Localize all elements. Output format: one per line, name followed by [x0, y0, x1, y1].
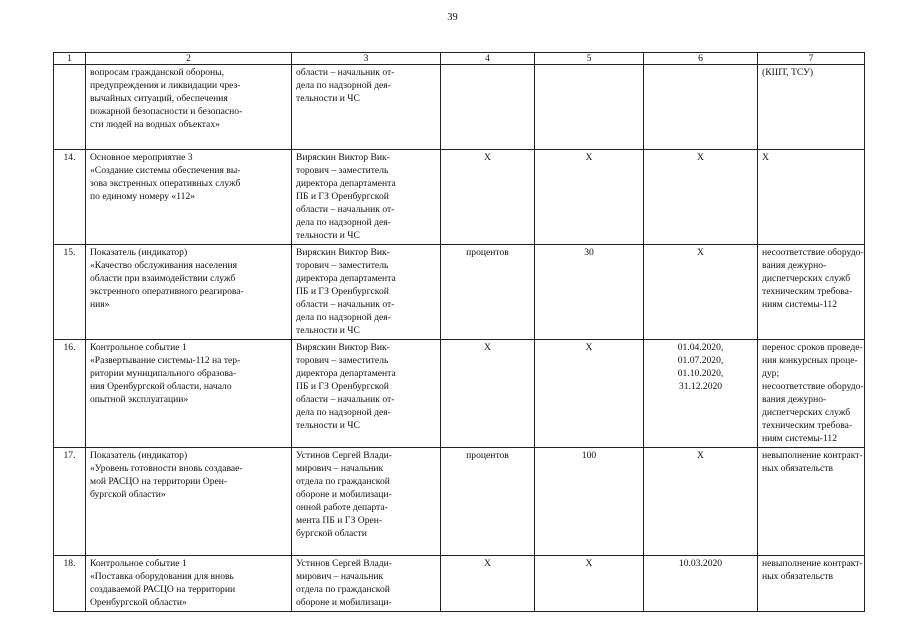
cell-line: директора департамента: [296, 368, 396, 379]
cell-line: тельности и ЧС: [296, 420, 360, 431]
cell-line: ниям системы-112: [762, 433, 837, 444]
risks-cell: [758, 65, 865, 150]
column-header: 6: [644, 53, 758, 65]
table-row: [54, 245, 865, 340]
cell-line: ПБ и ГЗ Оренбургской: [296, 191, 389, 202]
cell-line: создаваемой РАСЦО на территории: [90, 584, 236, 595]
dates-cell: [644, 150, 758, 245]
cell-line: сти людей на водных объектах»: [90, 119, 220, 130]
dates-cell: [644, 65, 758, 150]
cell-line: бургской области: [296, 528, 367, 539]
unit-cell: [441, 556, 535, 612]
row-number-cell: 14.: [54, 150, 86, 245]
cell-line: Виряскин Виктор Вик-: [296, 152, 390, 163]
cell-line: невыполнение контракт-: [762, 450, 863, 461]
cell-line: области – начальник от-: [296, 67, 395, 78]
cell-line: дур;: [762, 368, 780, 379]
dates-cell: [644, 340, 758, 448]
column-header: 1: [54, 53, 86, 65]
unit-cell: [441, 448, 535, 556]
cell-line: вычайных ситуаций, обеспечения: [90, 93, 228, 104]
cell-line: директора департамента: [296, 178, 396, 189]
cell-line: тельности и ЧС: [296, 325, 360, 336]
unit-cell: [441, 245, 535, 340]
cell-line: «Поставка оборудования для вновь: [90, 571, 234, 582]
cell-line: дела по надзорной дея-: [296, 217, 391, 228]
unit-cell: [441, 65, 535, 150]
cell-line: Виряскин Виктор Вик-: [296, 342, 390, 353]
cell-line: Контрольное событие 1: [90, 342, 187, 353]
responsible-cell: [292, 556, 441, 612]
cell-line: Контрольное событие 1: [90, 558, 187, 569]
cell-line: области – начальник от-: [296, 394, 395, 405]
responsible-cell: [292, 448, 441, 556]
cell-line: Х: [484, 152, 491, 163]
cell-line: 01.04.2020,: [677, 342, 724, 353]
cell-line: дела по надзорной дея-: [296, 407, 391, 418]
cell-line: мента ПБ и ГЗ Орен-: [296, 515, 383, 526]
description-cell: [86, 556, 292, 612]
cell-line: (КШТ, ТСУ): [762, 67, 814, 78]
value-cell: [535, 150, 644, 245]
cell-line: предупреждения и ликвидации чрез-: [90, 80, 241, 91]
cell-line: дела по надзорной дея-: [296, 80, 391, 91]
cell-line: невыполнение контракт-: [762, 558, 863, 569]
value-cell: [535, 448, 644, 556]
plan-table: [53, 52, 865, 612]
row-number-cell: 15.: [54, 245, 86, 340]
cell-line: «Создание системы обеспечения вы-: [90, 165, 241, 176]
cell-line: вания дежурно-: [762, 394, 827, 405]
table-body: [54, 53, 865, 612]
column-header: 4: [441, 53, 535, 65]
cell-line: диспетчерских служб: [762, 407, 851, 418]
risks-cell: [758, 245, 865, 340]
row-number-cell: 16.: [54, 340, 86, 448]
column-header: 5: [535, 53, 644, 65]
cell-line: ния конкурсных проце-: [762, 355, 858, 366]
cell-line: «Уровень готовности вновь создавае-: [90, 463, 243, 474]
cell-line: перенос сроков проведе-: [762, 342, 863, 353]
cell-line: техническим требова-: [762, 286, 853, 297]
value-cell: [535, 340, 644, 448]
cell-line: мой РАСЦО на территории Орен-: [90, 476, 228, 487]
cell-line: области при взаимодействии служб: [90, 273, 236, 284]
value-cell: [535, 245, 644, 340]
cell-line: Устинов Сергей Влади-: [296, 450, 392, 461]
cell-line: 10.03.2020: [678, 558, 723, 569]
dates-cell: [644, 245, 758, 340]
cell-line: отдела по гражданской: [296, 476, 390, 487]
row-number-cell: 18.: [54, 556, 86, 612]
cell-line: Х: [484, 342, 491, 353]
dates-cell: [644, 556, 758, 612]
value-cell: [535, 65, 644, 150]
cell-line: ПБ и ГЗ Оренбургской: [296, 381, 389, 392]
cell-line: 30: [584, 247, 594, 258]
cell-line: 01.10.2020,: [677, 368, 724, 379]
column-header: 3: [292, 53, 441, 65]
cell-line: Виряскин Виктор Вик-: [296, 247, 390, 258]
description-cell: [86, 245, 292, 340]
cell-line: ных обязательств: [762, 571, 834, 582]
description-cell: [86, 65, 292, 150]
value-cell: [535, 556, 644, 612]
cell-line: Устинов Сергей Влади-: [296, 558, 392, 569]
cell-line: Оренбургской области»: [90, 597, 187, 608]
cell-line: несоответствие оборудо-: [762, 247, 864, 258]
description-cell: [86, 340, 292, 448]
responsible-cell: [292, 150, 441, 245]
cell-line: тельности и ЧС: [296, 93, 360, 104]
cell-line: Х: [585, 558, 593, 569]
row-number-cell: 17.: [54, 448, 86, 556]
cell-line: зова экстренных оперативных служб: [90, 178, 241, 189]
cell-line: ных обязательств: [762, 463, 834, 474]
cell-line: техническим требова-: [762, 420, 853, 431]
cell-line: Х: [585, 342, 593, 353]
cell-line: обороне и мобилизаци-: [296, 597, 392, 608]
cell-line: «Развертывание системы-112 на тер-: [90, 355, 241, 366]
cell-line: Показатель (индикатор): [90, 247, 188, 258]
cell-line: вания дежурно-: [762, 260, 827, 271]
cell-line: экстренного оперативного реагирова-: [90, 286, 244, 297]
cell-line: области – начальник от-: [296, 204, 395, 215]
cell-line: Показатель (индикатор): [90, 450, 188, 461]
description-cell: [86, 448, 292, 556]
cell-line: торович – заместитель: [296, 260, 389, 271]
cell-line: директора департамента: [296, 273, 396, 284]
cell-line: Х: [697, 247, 704, 258]
column-header: 2: [86, 53, 292, 65]
table-row: [54, 65, 865, 150]
cell-line: мирович – начальник: [296, 571, 384, 582]
cell-line: ПБ и ГЗ Оренбургской: [296, 286, 389, 297]
cell-line: ритории муниципального образова-: [90, 368, 237, 379]
page-number: 39: [447, 12, 458, 23]
unit-cell: [441, 150, 535, 245]
cell-line: Х: [585, 152, 593, 163]
cell-line: 31.12.2020: [678, 381, 723, 392]
cell-line: ния Оренбургской области, начало: [90, 381, 232, 392]
cell-line: дела по надзорной дея-: [296, 312, 391, 323]
cell-line: бургской области»: [90, 489, 166, 500]
cell-line: торович – заместитель: [296, 355, 389, 366]
risks-cell: [758, 150, 865, 245]
cell-line: Х: [762, 152, 769, 163]
risks-cell: [758, 340, 865, 448]
cell-line: отдела по гражданской: [296, 584, 390, 595]
table-header-row: [54, 53, 865, 65]
cell-line: вопросам гражданской обороны,: [90, 67, 225, 78]
responsible-cell: [292, 245, 441, 340]
responsible-cell: [292, 65, 441, 150]
cell-line: по единому номеру «112»: [90, 191, 196, 202]
column-header: 7: [758, 53, 865, 65]
unit-cell: [441, 340, 535, 448]
cell-line: опытной эксплуатации»: [90, 394, 189, 405]
cell-line: Х: [484, 558, 491, 569]
cell-line: Основное мероприятие 3: [90, 152, 193, 163]
cell-line: процентов: [466, 450, 509, 461]
cell-line: ния»: [90, 299, 110, 310]
responsible-cell: [292, 340, 441, 448]
cell-line: Х: [697, 450, 704, 461]
description-cell: [86, 150, 292, 245]
cell-line: онной работе департа-: [296, 502, 388, 513]
cell-line: пожарной безопасности и безопасно-: [90, 106, 243, 117]
table-row: [54, 556, 865, 612]
dates-cell: [644, 448, 758, 556]
cell-line: обороне и мобилизаци-: [296, 489, 392, 500]
cell-line: 01.07.2020,: [677, 355, 724, 366]
table-row: [54, 340, 865, 448]
cell-line: мирович – начальник: [296, 463, 384, 474]
cell-line: «Качество обслуживания населения: [90, 260, 238, 271]
cell-line: ниям системы-112: [762, 299, 837, 310]
cell-line: тельности и ЧС: [296, 230, 360, 241]
risks-cell: [758, 448, 865, 556]
table-row: [54, 448, 865, 556]
row-number-cell: [54, 65, 86, 150]
cell-line: 100: [581, 450, 597, 461]
cell-line: процентов: [466, 247, 509, 258]
cell-line: несоответствие оборудо-: [762, 381, 864, 392]
cell-line: торович – заместитель: [296, 165, 389, 176]
risks-cell: [758, 556, 865, 612]
cell-line: диспетчерских служб: [762, 273, 851, 284]
table-row: [54, 150, 865, 245]
cell-line: области – начальник от-: [296, 299, 395, 310]
cell-line: Х: [697, 152, 704, 163]
